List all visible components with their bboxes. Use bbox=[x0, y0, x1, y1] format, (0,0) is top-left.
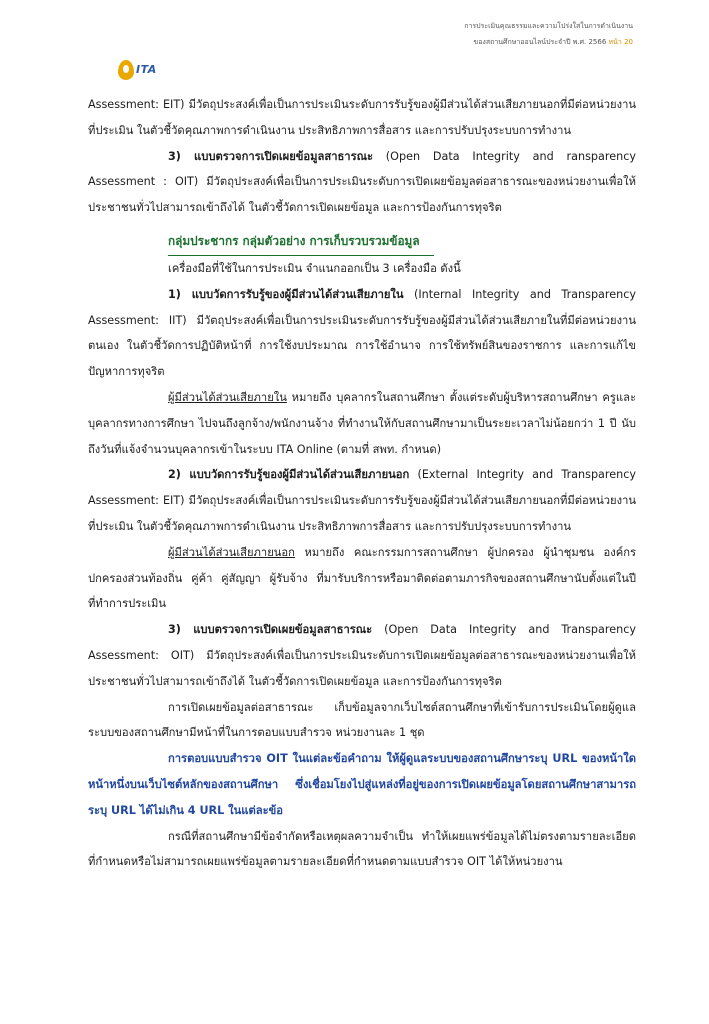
paragraph bbox=[88, 540, 636, 617]
paragraph: เครื่องมือที่ใช้ในการประเมิน จำแนกออกเป็น 3 เครื่องมือ ดังนี้ bbox=[168, 261, 461, 275]
item-title: 1) แบบวัดการรับรู้ของผู้มีส่วนได้ส่วนเสียภายใน bbox=[168, 287, 404, 301]
item-text: (External Integrity and Transparency Assessment: EIT) มีวัตถุประสงค์เพื่อเป็นการประเมินระดับการรับรู้ของผู้มีส่วนได้ส่วนเสียภายนอกที่มีต่อหน่วยงานที่ประเมิน ในตัวชี้วัดคุณภาพการดำเนินงาน ประสิทธิภาพการสื่อสาร และการปรับปรุงระบบการทำงาน bbox=[88, 468, 636, 533]
term-definition: หมายถึง บุคลากรในสถานศึกษา ตั้งแต่ระดับผู้บริหารสถานศึกษา ครูและบุคลากรทางการศึกษา ไปจนถึงลูกจ้าง/พนักงานจ้าง ที่ทำงานให้กับสถานศึกษามาเป็นระยะเวลาไม่น้อยกว่า 1 ปี นับถึงวันที่แจ้งจำนวนบุคลากรเข้าในระบบ ITA Online (ตามที่ สพท. กำหนด) bbox=[88, 390, 636, 456]
item-text: (Open Data Integrity and ransparency Assessment : OIT) มีวัตถุประสงค์เพื่อเป็นการประเมินระดับการเปิดเผยข้อมูลต่อสาธารณะของหน่วยงานเพื่อให้ประชาชนทั่วไปสามารถเข้าถึงได้ ในตัวชี้วัดการเปิดเผยข้อมูล และการป้องกันการทุจริต bbox=[88, 149, 636, 215]
page-header bbox=[273, 10, 633, 49]
paragraph: กรณีที่สถานศึกษามีข้อจำกัดหรือเหตุผลความจำเป็น ทำให้เผยแพร่ข้อมูลได้ไม่ตรงตามรายละเอียดที่กำหนดหรือไม่สามารถเผยแพร่ข้อมูลตามรายละเอียดที่กำหนดตามแบบสำรวจ OIT ได้ให้หน่วยงาน bbox=[88, 829, 636, 869]
ita-logo bbox=[118, 60, 158, 82]
header-title: การประเมินคุณธรรมและความโปร่งใสในการดำเนินงาน bbox=[464, 22, 633, 30]
header-year: ของสถานศึกษาออนไลน์ประจำปี พ.ศ. 2566 bbox=[473, 38, 607, 46]
item-text: (Open Data Integrity and Transparency Assessment: OIT) มีวัตถุประสงค์เพื่อเป็นการประเมินระดับการเปิดเผยข้อมูลต่อสาธารณะของหน่วยงานเพื่อให้ประชาชนทั่วไปสามารถเข้าถึงได้ ในตัวชี้วัดการเปิดเผยข้อมูล และการป้องกันการทุจริต bbox=[88, 623, 636, 688]
paragraph bbox=[88, 462, 636, 539]
term-label: ผู้มีส่วนได้ส่วนเสียภายใน bbox=[168, 390, 287, 404]
page-number: หน้า 20 bbox=[608, 38, 633, 46]
item-text: (Internal Integrity and Transparency Assessment: IIT) มีวัตถุประสงค์เพื่อเป็นการประเมินระดับการรับรู้ของผู้มีส่วนได้ส่วนเสียภายในที่มีต่อหน่วยงานตนเอง ในตัวชี้วัดการปฏิบัติหน้าที่ การใช้งบประมาณ การใช้อำนาจ การใช้ทรัพย์สินของราชการ และการแก้ไขปัญหาการทุจริต bbox=[88, 287, 636, 379]
document-body bbox=[88, 92, 636, 875]
paragraph: การเปิดเผยข้อมูลต่อสาธารณะ เก็บข้อมูลจากเว็บไซต์สถานศึกษาที่เข้ารับการประเมินโดยผู้ดูแลระบบของสถานศึกษามีหน้าที่ในการตอบแบบสำรวจ หน่วยงานละ 1 ชุด bbox=[88, 700, 636, 740]
logo-text: ITA bbox=[136, 63, 157, 76]
highlight-paragraph: การตอบแบบสำรวจ OIT ในแต่ละข้อคำถาม ให้ผู้ดูแลระบบของสถานศึกษาระบุ URL ของหน้าใดหน้าหนึ่งบนเว็บไซต์หลักของสถานศึกษา ซึ่งเชื่อมโยงไปสู่แหล่งที่อยู่ของการเปิดเผยข้อมูลโดยสถานศึกษาสามารถระบุ URL ได้ไม่เกิน 4 URL ในแต่ละข้อ bbox=[88, 752, 636, 817]
section-heading: กลุ่มประชากร กลุ่มตัวอย่าง การเก็บรวบรวมข้อมูล bbox=[168, 227, 434, 256]
paragraph bbox=[88, 282, 636, 385]
item-title: 3) แบบตรวจการเปิดเผยข้อมูลสาธารณะ bbox=[168, 623, 373, 637]
item-title: 2) แบบวัดการรับรู้ของผู้มีส่วนได้ส่วนเสียภายนอก bbox=[168, 468, 410, 482]
term-label: ผู้มีส่วนได้ส่วนเสียภายนอก bbox=[168, 545, 295, 559]
drop-logo-icon bbox=[118, 60, 134, 80]
header-subtitle bbox=[273, 35, 633, 49]
paragraph bbox=[88, 385, 636, 462]
item-title: 3) แบบตรวจการเปิดเผยข้อมูลสาธารณะ bbox=[168, 149, 373, 163]
paragraph bbox=[88, 144, 636, 221]
term-definition: หมายถึง คณะกรรมการสถานศึกษา ผู้ปกครอง ผู้นำชุมชน องค์กรปกครองส่วนท้องถิ่น คู่ค้า คู่สัญญา ผู้รับจ้าง ที่มารับบริการหรือมาติดต่อตามภารกิจของสถานศึกษานับตั้งแต่ในปีที่ทำการประเมิน bbox=[88, 545, 636, 611]
paragraph bbox=[88, 617, 636, 694]
paragraph: Assessment: EIT) มีวัตถุประสงค์เพื่อเป็นการประเมินระดับการรับรู้ของผู้มีส่วนได้ส่วนเสียภายนอกที่มีต่อหน่วยงานที่ประเมิน ในตัวชี้วัดคุณภาพการดำเนินงาน ประสิทธิภาพการสื่อสาร และการปรับปรุงระบบการทำงาน bbox=[88, 98, 636, 137]
